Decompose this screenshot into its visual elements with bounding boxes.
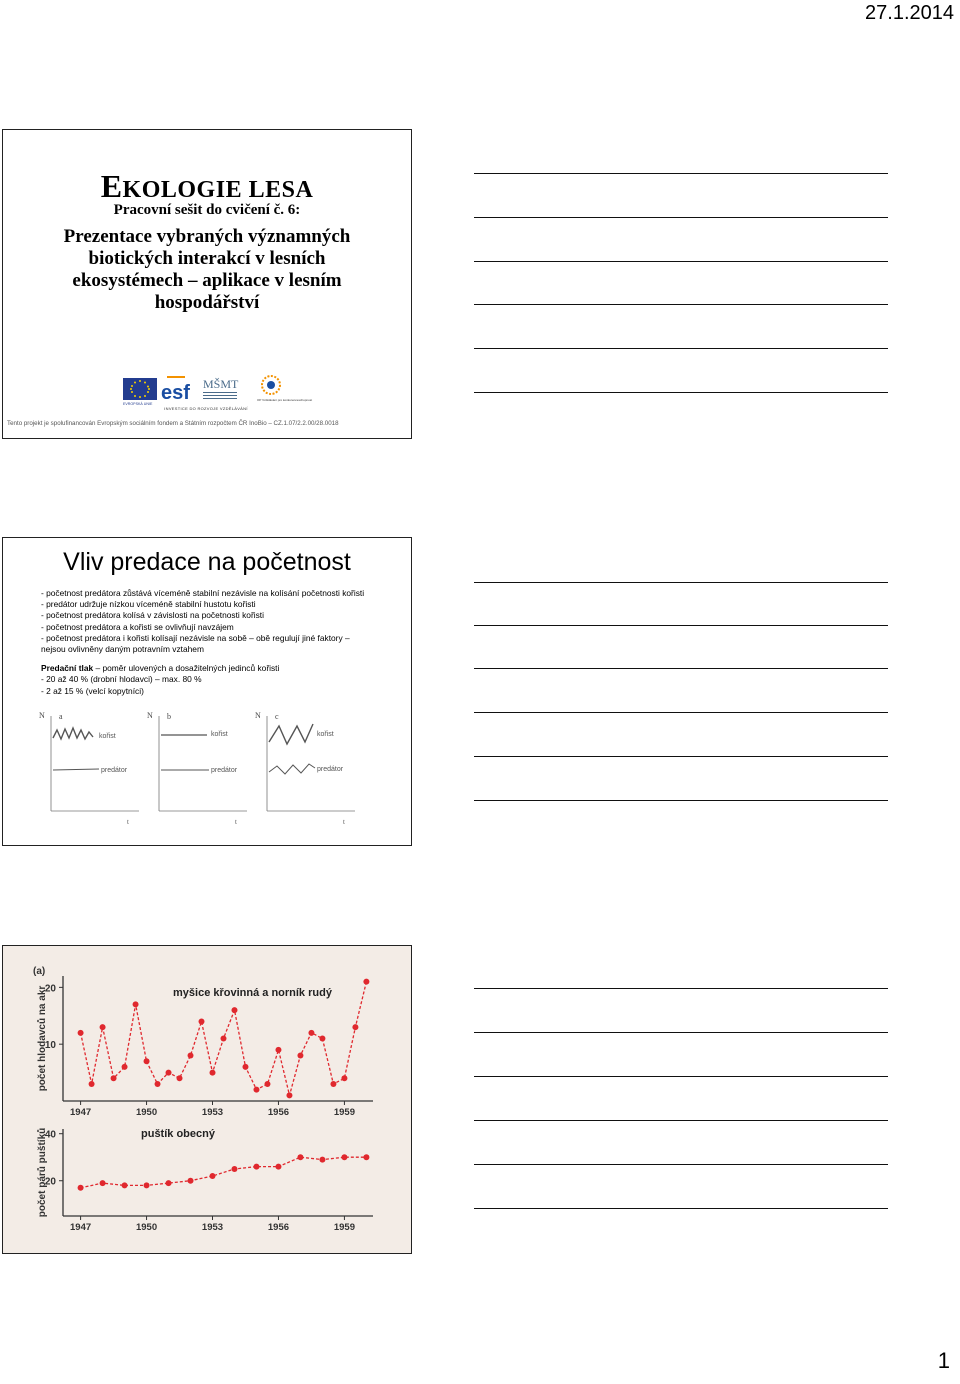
notes-line [474, 668, 888, 669]
bullet-text: - predátor udržuje nízkou víceméně stabilní hustotu kořisti [41, 599, 256, 610]
main-title-line: Prezentace vybraných významných [63, 226, 351, 247]
data-point [363, 1154, 369, 1160]
data-point [144, 1182, 150, 1188]
x-tick-label: 1953 [201, 1222, 224, 1233]
population-charts [3, 946, 411, 1253]
notes-line [474, 217, 888, 218]
slide-population-charts [2, 945, 412, 1254]
data-point [297, 1053, 303, 1059]
pressure-range: - 20 až 40 % (drobní hlodavci) – max. 80 % [41, 674, 202, 685]
invest-logo-caption: INVESTICE DO ROZVOJE VZDĚLÁVÁNÍ [164, 406, 248, 411]
axis-t-label: t [235, 818, 237, 826]
eu-flag-logo [123, 378, 157, 406]
data-point [177, 1075, 183, 1081]
data-point [155, 1081, 161, 1087]
esf-logo [161, 376, 190, 404]
data-point [78, 1185, 84, 1191]
bullet-text: nejsou ovlivněny daným potravním vztahem [41, 644, 204, 655]
main-title-line: hospodářství [154, 292, 260, 313]
page-number: 1 [937, 1348, 950, 1373]
y-tick-label: 20 [44, 1176, 56, 1188]
slide-subtitle: Pracovní sešit do cvičení č. 6: [113, 202, 301, 218]
msmt-logo [203, 377, 239, 399]
predator-line [269, 764, 315, 774]
axis-n-label: N [147, 711, 153, 720]
x-tick-label: 1953 [201, 1107, 224, 1118]
notes-line [474, 800, 888, 801]
svg-text:MŠMT: MŠMT [203, 377, 239, 391]
data-point [100, 1024, 106, 1030]
notes-line [474, 1076, 888, 1077]
data-point [133, 1001, 139, 1007]
x-tick-label: 1947 [70, 1107, 92, 1118]
notes-line [474, 988, 888, 989]
notes-line [474, 756, 888, 757]
y-tick-label: 40 [44, 1129, 56, 1141]
data-point [341, 1075, 347, 1081]
main-title-line: biotických interakcí v lesních [88, 248, 326, 269]
data-point [308, 1030, 314, 1036]
axis-n-label: N [255, 711, 261, 720]
data-point [166, 1070, 172, 1076]
y-tick-label: 20 [44, 983, 56, 995]
predator-label: predátor [317, 766, 344, 773]
data-point [166, 1180, 172, 1186]
page-date: 27.1.2014 [865, 2, 954, 24]
prey-label: kořist [317, 731, 334, 738]
x-tick-label: 1947 [70, 1222, 92, 1233]
axis-t-label: t [343, 818, 345, 826]
data-point [352, 1024, 358, 1030]
pressure-label: Predační tlak [41, 663, 94, 674]
notes-line [474, 625, 888, 626]
prey-label: kořist [211, 731, 228, 738]
notes-line [474, 304, 888, 305]
data-point [319, 1036, 325, 1042]
data-point [253, 1164, 259, 1170]
prey-line [269, 724, 313, 744]
opvk-logo [257, 376, 312, 402]
data-point [286, 1092, 292, 1098]
y-axis-label: počet hlodavců na akr [37, 985, 48, 1092]
x-tick-label: 1950 [135, 1222, 158, 1233]
svg-text:OP Vzdělávání pro konkurencesc: OP Vzdělávání pro konkurenceschopnost [257, 398, 313, 402]
axis-t-label: t [127, 818, 129, 826]
data-point [210, 1070, 216, 1076]
prey-line [53, 728, 93, 739]
data-point [363, 979, 369, 985]
predator-label: predátor [101, 767, 128, 774]
project-footnote: Tento projekt je spolufinancován Evropským sociálním fondem a Státním rozpočtem ČR InoBio – CZ.1.07/2.2.00/28.0018 [7, 420, 339, 427]
notes-line [474, 348, 888, 349]
slide-title [2, 129, 412, 439]
predator-prey-graph-b [147, 708, 247, 828]
chart-title: puštík obecný [141, 1128, 215, 1140]
chart-title: myšice křovinná a norník rudý [173, 987, 332, 999]
x-tick-label: 1959 [333, 1222, 355, 1233]
data-point [199, 1018, 205, 1024]
axis-n-label: N [39, 711, 45, 720]
predator-label: predátor [211, 767, 238, 774]
data-point [122, 1064, 128, 1070]
data-point [122, 1182, 128, 1188]
bullet-text: - početnost predátora a kořisti se ovlivňují navzájem [41, 621, 234, 632]
panel-label: (a) [33, 966, 46, 977]
y-axis-label: počet párů puštíků [37, 1127, 48, 1218]
y-tick-label: 10 [44, 1040, 56, 1052]
predator-prey-graph-c [255, 708, 355, 828]
bullet-text: - početnost predátora kolísá v závislosti na početnosti kořisti [41, 610, 264, 621]
notes-line [474, 1120, 888, 1121]
data-point [264, 1081, 270, 1087]
notes-line [474, 392, 888, 393]
data-point [242, 1064, 248, 1070]
notes-line [474, 1208, 888, 1209]
bullet-text: - početnost predátora i kořisti kolísají nezávisle na sobě – obě regulují jiné faktory – [41, 632, 350, 643]
data-point [231, 1007, 237, 1013]
title-rest: KOLOGIE LESA [122, 177, 314, 203]
x-tick-label: 1956 [267, 1222, 290, 1233]
slide-predation [2, 537, 412, 846]
predator-prey-graph-a [39, 708, 139, 828]
slide-title-heading [3, 168, 411, 205]
panel-letter: a [59, 712, 63, 721]
data-point [78, 1030, 84, 1036]
data-point [144, 1058, 150, 1064]
data-point [220, 1036, 226, 1042]
data-point [100, 1180, 106, 1186]
data-point [319, 1157, 325, 1163]
data-point [275, 1047, 281, 1053]
panel-letter: b [167, 712, 171, 721]
prey-label: kořist [99, 733, 116, 740]
data-point [330, 1081, 336, 1087]
notes-line [474, 173, 888, 174]
slide-main-title [3, 226, 411, 314]
bullet-text: - početnost predátora zůstává víceméně stabilní nezávisle na kolísání početnosti kořisti [41, 588, 365, 598]
notes-line [474, 261, 888, 262]
data-point [275, 1164, 281, 1170]
pressure-definition [41, 663, 364, 674]
svg-text:EVROPSKÁ UNIE: EVROPSKÁ UNIE [123, 402, 153, 406]
data-point [231, 1166, 237, 1172]
data-point [111, 1075, 117, 1081]
notes-line [474, 582, 888, 583]
x-tick-label: 1950 [135, 1107, 158, 1118]
data-point [210, 1173, 216, 1179]
svg-text:esf: esf [161, 382, 190, 404]
pressure-text: – poměr ulovených a dosažitelných jedinců kořisti [93, 663, 280, 674]
pressure-range: - 2 až 15 % (velcí kopytníci) [41, 685, 144, 696]
notes-line [474, 1032, 888, 1033]
data-point [297, 1154, 303, 1160]
slide-heading: Vliv predace na početnost [63, 548, 351, 576]
slide-body [41, 588, 364, 697]
title-first-letter: E [100, 168, 123, 204]
predator-line [53, 769, 99, 770]
data-point [89, 1081, 95, 1087]
main-title-line: ekosystémech – aplikace v lesním [72, 270, 342, 291]
x-tick-label: 1956 [267, 1107, 290, 1118]
panel-letter: c [275, 712, 279, 721]
notes-line [474, 712, 888, 713]
data-point [253, 1087, 259, 1093]
notes-line [474, 1164, 888, 1165]
data-point [341, 1154, 347, 1160]
data-point [188, 1053, 194, 1059]
data-point [188, 1178, 194, 1184]
x-tick-label: 1959 [333, 1107, 355, 1118]
